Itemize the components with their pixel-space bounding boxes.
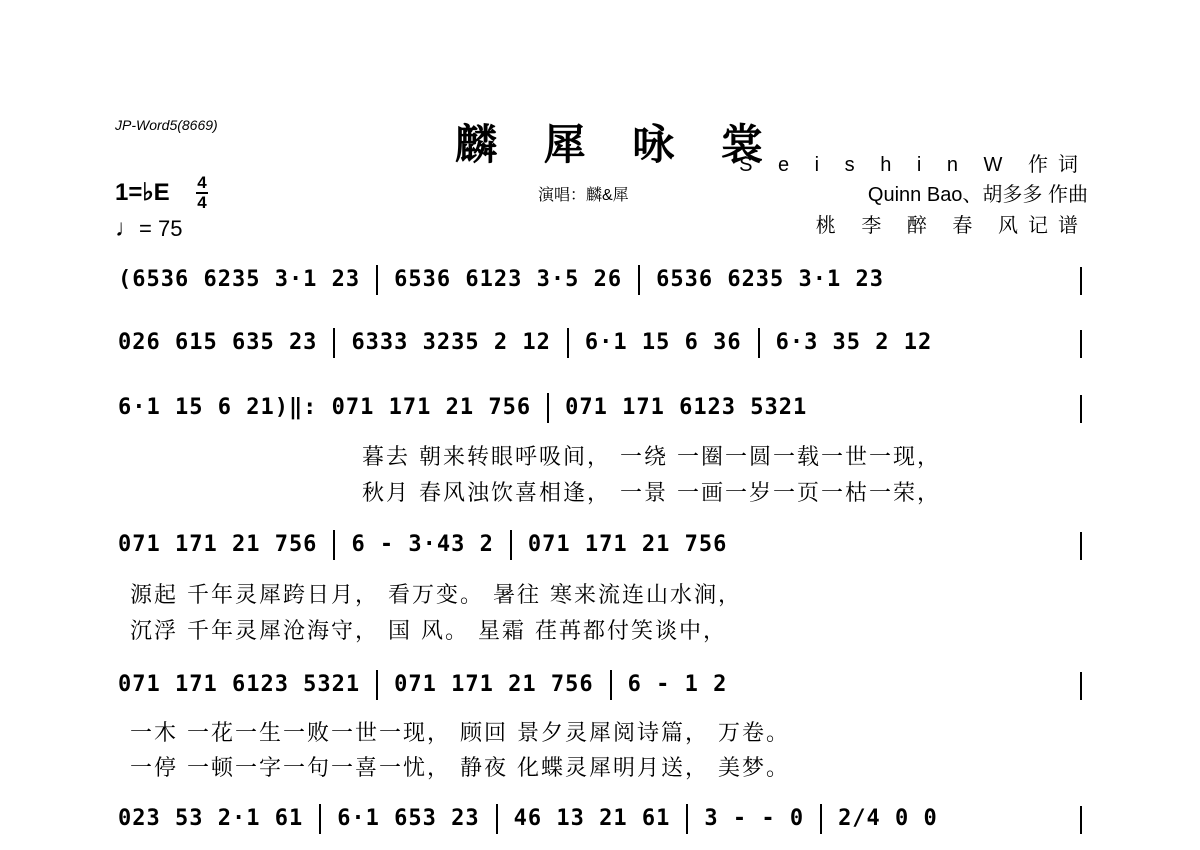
measure: 6·1 15 6 36 bbox=[584, 330, 742, 355]
measure: 6 - 3·43 2 bbox=[351, 532, 494, 557]
barline bbox=[686, 804, 688, 834]
key-signature: 1=♭E bbox=[115, 179, 170, 206]
measure: 2/4 0 0 bbox=[838, 806, 938, 831]
meter-bottom: 4 bbox=[197, 193, 207, 212]
measure: 6536 6123 3·5 26 bbox=[394, 267, 623, 292]
measure: 023 53 2·1 61 bbox=[118, 806, 304, 831]
measure: 026 615 635 23 bbox=[118, 330, 318, 355]
barline bbox=[376, 670, 378, 700]
barline bbox=[1080, 267, 1082, 295]
measure: 071 171 21 756 bbox=[118, 532, 318, 557]
barline bbox=[333, 328, 335, 358]
software-label: JP-Word5(8669) bbox=[115, 117, 218, 133]
song-title: 麟 犀 咏 裳 bbox=[455, 120, 779, 169]
barline bbox=[547, 393, 549, 423]
score-row-5 bbox=[112, 670, 1092, 700]
meter-top: 4 bbox=[197, 173, 207, 192]
quarter-note-icon: ♩ bbox=[115, 215, 139, 242]
measure: 6·1 15 6 21)‖: 071 171 21 756 bbox=[118, 395, 532, 420]
barline bbox=[510, 530, 512, 560]
barline bbox=[1080, 395, 1082, 423]
measure: 6536 6235 3·1 23 bbox=[656, 267, 885, 292]
barline bbox=[820, 804, 822, 834]
barline bbox=[758, 328, 760, 358]
tempo-marking bbox=[115, 215, 182, 243]
measure: 3 - - 0 bbox=[704, 806, 805, 831]
barline bbox=[496, 804, 498, 834]
lyric-line: 暮去 朝来转眼呼吸间， 一绕 一圈一圆一载一世一现， bbox=[362, 445, 941, 470]
lyric-line: 沉浮 千年灵犀沧海守， 国 风。 星霜 荏苒都付笑谈中， bbox=[130, 619, 727, 644]
measure: 6333 3235 2 12 bbox=[351, 330, 551, 355]
measure: 071 171 21 756 bbox=[527, 532, 728, 557]
lyric-line: 一停 一顿一字一句一喜一忧， 静夜 化蝶灵犀明月送， 美梦。 bbox=[130, 756, 790, 781]
measure: 071 171 21 756 bbox=[394, 672, 594, 697]
score-row-6 bbox=[112, 804, 1092, 834]
barline bbox=[567, 328, 569, 358]
lyric-line: 源起 千年灵犀跨日月， 看万变。 暑往 寒来流连山水涧， bbox=[130, 583, 742, 608]
barline bbox=[1080, 806, 1082, 834]
score-row-4 bbox=[112, 530, 1092, 560]
barline bbox=[610, 670, 612, 700]
barline bbox=[1080, 672, 1082, 700]
composer-credit: Quinn Bao、胡多多 作曲 bbox=[867, 184, 1088, 206]
measure: 6·1 653 23 bbox=[337, 806, 480, 831]
barline bbox=[1080, 330, 1082, 358]
score-row-2 bbox=[112, 328, 1092, 358]
barline bbox=[638, 265, 640, 295]
time-signature bbox=[196, 175, 208, 211]
singer-credit: 演唱：麟&犀 bbox=[538, 187, 629, 204]
lyric-line: 一木 一花一生一败一世一现， 顾回 景夕灵犀阅诗篇， 万卷。 bbox=[130, 721, 790, 746]
lyric-line: 秋月 春风浊饮喜相逢， 一景 一画一岁一页一枯一荣， bbox=[362, 481, 941, 506]
measure: 071 171 6123 5321 bbox=[565, 395, 808, 420]
measure: 6 - 1 2 bbox=[627, 672, 728, 697]
score-row-3 bbox=[112, 393, 1092, 423]
measure: 6·3 35 2 12 bbox=[775, 330, 933, 355]
score-row-1 bbox=[112, 265, 1092, 295]
barline bbox=[319, 804, 321, 834]
barline bbox=[1080, 532, 1082, 560]
barline bbox=[333, 530, 335, 560]
lyricist-credit: S e i s h i n W 作词 bbox=[739, 154, 1088, 176]
transcriber-credit: 桃 李 醉 春 风记谱 bbox=[815, 215, 1088, 237]
barline bbox=[376, 265, 378, 295]
measure: (6536 6235 3·1 23 bbox=[118, 267, 361, 292]
measure: 46 13 21 61 bbox=[513, 806, 671, 831]
tempo-value: = 75 bbox=[139, 216, 183, 241]
measure: 071 171 6123 5321 bbox=[118, 672, 361, 697]
